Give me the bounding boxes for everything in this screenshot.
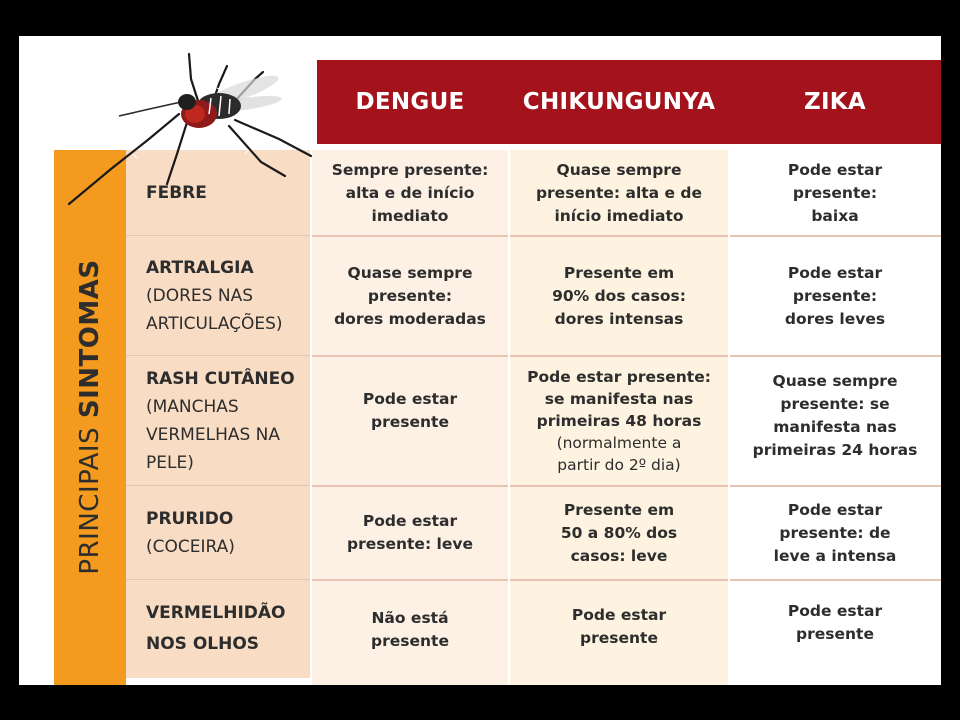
cell-chikungunya-rash: [509, 356, 729, 486]
cell-line: presente: [371, 632, 449, 650]
sidebar-label-light: PRINCIPAIS: [75, 418, 105, 575]
cell-chikungunya-vermelhidao: [509, 580, 729, 674]
cell-chikungunya-febre: [509, 150, 729, 236]
cell-line: presente: alta e de: [535, 183, 703, 202]
symptom-cell-vermelhidao: [126, 580, 311, 678]
mosquito-illustration: [49, 44, 329, 234]
cell-line: presente: se: [780, 395, 890, 413]
symptom-note: (DORES NAS: [146, 286, 253, 306]
symptom-name: FEBRE: [146, 183, 207, 203]
column-header-dengue: DENGUE: [355, 89, 465, 115]
cell-dengue-rash: [311, 356, 509, 466]
cell-line: manifesta nas: [773, 418, 897, 436]
cell-chikungunya-artralgia: [509, 236, 729, 356]
cell-line: presente:: [792, 183, 878, 202]
cell-line: presente: [580, 629, 658, 647]
cell-line: alta e de início: [345, 183, 475, 202]
cell-dengue-artralgia: [311, 236, 509, 356]
symptom-cell-artralgia: [126, 236, 311, 356]
cell-line: presente: [371, 413, 449, 431]
cell-note: partir do 2º dia): [557, 456, 681, 474]
cell-line: dores intensas: [554, 309, 684, 328]
symptom-note: PELE): [146, 453, 194, 473]
cell-line: 90% dos casos:: [552, 286, 686, 305]
cell-line: presente:: [792, 286, 878, 305]
column-divider: [508, 150, 510, 685]
symptom-name: ARTRALGIA: [146, 258, 254, 278]
cell-line: Pode estar: [787, 500, 883, 519]
cell-line: Sempre presente:: [331, 160, 489, 179]
cell-line: se manifesta nas: [544, 390, 694, 408]
cell-line: Pode estar: [362, 512, 458, 530]
cell-line: imediato: [371, 206, 449, 225]
cell-line: Quase sempre: [556, 160, 682, 179]
cell-note: (normalmente a: [556, 434, 682, 452]
cell-line: dores leves: [784, 309, 886, 328]
cell-zika-artralgia: [729, 236, 941, 356]
cell-line: Quase sempre: [347, 263, 473, 282]
cell-line: Não está: [371, 609, 449, 627]
cell-chikungunya-prurido: [509, 486, 729, 580]
sidebar-label: [75, 259, 105, 574]
cell-line: Pode estar: [787, 160, 883, 179]
cell-line: Pode estar presente:: [527, 368, 711, 386]
cell-zika-vermelhidao: [729, 580, 941, 666]
symptom-name: RASH CUTÂNEO: [146, 369, 295, 389]
symptom-cell-rash: [126, 356, 311, 486]
symptom-note: (MANCHAS: [146, 397, 239, 417]
symptom-name: VERMELHIDÃO: [146, 603, 286, 623]
column-header-zika: ZIKA: [803, 89, 867, 115]
sidebar-label-bold: SINTOMAS: [75, 259, 105, 419]
symptom-name: PRURIDO: [146, 509, 234, 529]
cell-line: Pode estar: [571, 606, 667, 624]
cell-dengue-febre: [311, 150, 509, 236]
cell-line: presente: de: [779, 523, 891, 542]
cell-zika-rash: [729, 356, 941, 476]
cell-line: Presente em: [563, 263, 675, 282]
symptoms-table-card: [19, 36, 941, 685]
symptom-note: ARTICULAÇÕES): [146, 314, 283, 334]
cell-line: Quase sempre: [772, 372, 898, 390]
cell-zika-febre: [729, 150, 941, 236]
cell-line: dores moderadas: [334, 309, 486, 328]
cell-line: primeiras 24 horas: [752, 441, 918, 459]
cell-dengue-prurido: [311, 486, 509, 580]
cell-line: Presente em: [563, 500, 675, 519]
cell-line: presente: leve: [347, 535, 473, 553]
cell-line: Pode estar: [787, 602, 883, 620]
cell-zika-prurido: [729, 486, 941, 580]
column-divider: [728, 150, 730, 685]
cell-line: início imediato: [554, 206, 684, 225]
cell-line: 50 a 80% dos: [560, 523, 678, 542]
cell-line: presente: [796, 625, 874, 643]
symptom-note: VERMELHAS NA: [146, 425, 281, 445]
symptom-name: NOS OLHOS: [146, 634, 260, 654]
symptom-note: (COCEIRA): [146, 537, 235, 557]
cell-line: primeiras 48 horas: [536, 412, 702, 430]
symptom-cell-prurido: [126, 486, 311, 580]
cell-line: Pode estar: [362, 390, 458, 408]
column-header-chikungunya: CHIKUNGUNYA: [522, 89, 716, 115]
cell-line: casos: leve: [570, 546, 668, 565]
cell-dengue-vermelhidao: [311, 580, 509, 680]
cell-line: Pode estar: [787, 263, 883, 282]
cell-line: baixa: [811, 206, 859, 225]
cell-line: presente:: [367, 286, 453, 305]
cell-line: leve a intensa: [773, 546, 897, 565]
